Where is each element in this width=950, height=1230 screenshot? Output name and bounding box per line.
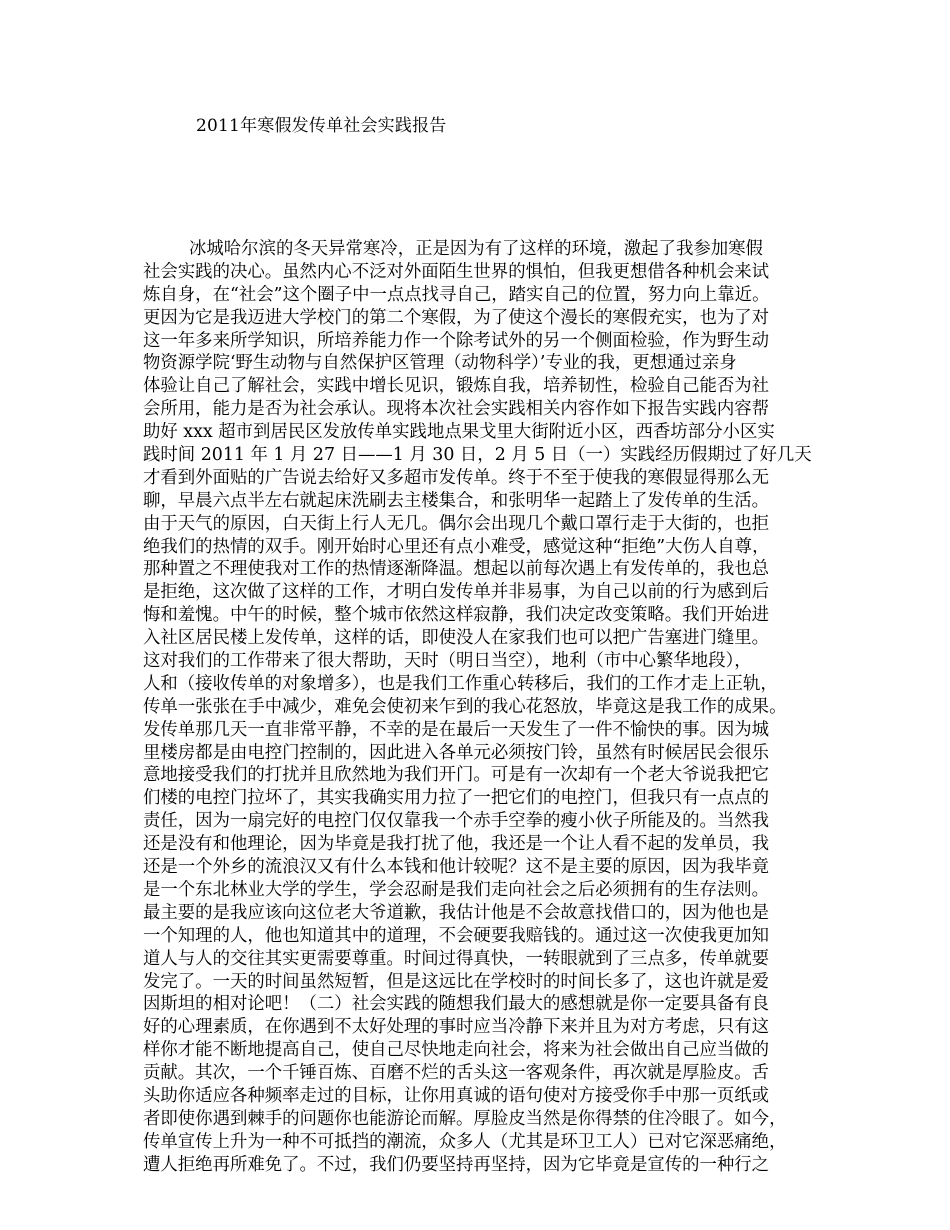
body-line: 还是一个外乡的流浪汉又有什么本钱和他计较呢？这不是主要的原因，因为我毕竟 — [143, 857, 770, 878]
body-line: 传单宣传上升为一种不可抵挡的潮流，众多人（尤其是环卫工人）已对它深恶痛绝， — [143, 1131, 787, 1152]
body-line: 社会实践的决心。虽然内心不泛对外面陌生世界的惧怕，但我更想借各种机会来试 — [143, 261, 770, 282]
body-line: 责任，因为一扇完好的电控门仅仅靠我一个赤手空拳的瘦小伙子所能及的。当然我 — [143, 811, 770, 832]
body-line: 头助你适应各种频率走过的目标，让你用真诚的语句使对方接受你手中那一页纸或 — [143, 1085, 770, 1106]
body-line: 道人与人的交往其实更需要尊重。时间过得真快，一转眼就到了三点多，传单就要 — [143, 948, 770, 969]
body-line: 好的心理素质，在你遇到不太好处理的事时应当冷静下来并且为对方考虑，只有这 — [143, 1017, 770, 1038]
body-line: 冰城哈尔滨的冬天异常寒冷，正是因为有了这样的环境，激起了我参加寒假 — [189, 239, 763, 259]
body-line: 者即使你遇到棘手的问题你也能游论而解。厚脸皮当然是你得禁的住冷眼了。如今， — [143, 1108, 787, 1129]
body-line: 践时间 2011 年 1 月 27 日——1 月 30 日，2 月 5 日（一）实践经历假期过了好几天 — [143, 445, 812, 466]
body-line: 那种置之不理使我对工作的热情逐渐降温。想起以前每次遇上有发传单的，我也总 — [143, 559, 770, 580]
document-title: 2011年寒假发传单社会实践报告 — [196, 116, 447, 136]
body-line: 炼自身，在“社会”这个圈子中一点点找寻自己，踏实自己的位置，努力向上靠近。 — [143, 284, 770, 305]
body-line: 传单一张张在手中减少，难免会使初来乍到的我心花怒放，毕竟这是我工作的成果。 — [143, 696, 787, 717]
document-body — [143, 238, 823, 1177]
body-line: 样你才能不断地提高自己，使自己尽快地走向社会，将来为社会做出自己应当做的 — [143, 1040, 770, 1061]
body-line: 还是没有和他理论，因为毕竟是我打扰了他，我还是一个让人看不起的发单员，我 — [143, 834, 770, 855]
body-line: 们楼的电控门拉坏了，其实我确实用力拉了一把它们的电控门，但我只有一点点的 — [143, 788, 770, 809]
body-line: 发完了。一天的时间虽然短暂，但是这远比在学校时的时间长多了，这也许就是爱 — [143, 971, 770, 992]
body-line: 聊，早晨六点半左右就起床洗刷去主楼集合，和张明华一起踏上了发传单的生活。 — [143, 490, 770, 511]
body-line: 最主要的是我应该向这位老大爷道歉，我估计他是不会故意找借口的，因为他也是 — [143, 902, 770, 923]
body-line: 入社区居民楼上发传单，这样的话，即使没人在家我们也可以把广告塞进门缝里。 — [143, 628, 770, 649]
body-line: 是一个东北林业大学的学生，学会忍耐是我们走向社会之后必须拥有的生存法则。 — [143, 879, 770, 900]
body-line: 绝我们的热情的双手。刚开始时心里还有点小难受，感觉这种“拒绝”大伤人自尊， — [143, 536, 770, 557]
body-line: 更因为它是我迈进大学校门的第二个寒假，为了使这个漫长的寒假充实，也为了对 — [143, 307, 770, 328]
body-line: 一个知理的人，他也知道其中的道理，不会硬要我赔钱的。通过这一次使我更加知 — [143, 925, 770, 946]
body-line: 体验让自己了解社会，实践中增长见识，锻炼自我，培养韧性，检验自己能否为社 — [143, 376, 770, 397]
body-line: 这对我们的工作带来了很大帮助，天时（明日当空），地利（市中心繁华地段）， — [143, 651, 752, 672]
body-line: 助好 xxx 超市到居民区发放传单实践地点果戈里大街附近小区，西香坊部分小区实 — [143, 422, 775, 443]
body-line: 贡献。其次，一个千锤百炼、百磨不烂的舌头这一客观条件，再次就是厚脸皮。舌 — [143, 1063, 770, 1084]
body-line: 物资源学院‘野生动物与自然保护区管理（动物科学）’专业的我，更想通过亲身 — [143, 353, 737, 374]
body-line: 悔和羞愧。中午的时候，整个城市依然这样寂静，我们决定改变策略。我们开始进 — [143, 605, 770, 626]
body-line: 发传单那几天一直非常平静，不幸的是在最后一天发生了一件不愉快的事。因为城 — [143, 719, 770, 740]
body-line: 意地接受我们的打扰并且欣然地为我们开门。可是有一次却有一个老大爷说我把它 — [143, 765, 770, 786]
body-line: 才看到外面贴的广告说去给好又多超市发传单。终于不至于使我的寒假显得那么无 — [143, 467, 770, 488]
body-line: 人和（接收传单的对象增多），也是我们工作重心转移后，我们的工作才走上正轨， — [143, 673, 778, 694]
body-line: 里楼房都是由电控门控制的，因此进入各单元必须按门铃，虽然有时候居民会很乐 — [143, 742, 770, 763]
body-line: 由于天气的原因，白天街上行人无几。偶尔会出现几个戴口罩行走于大街的，也拒 — [143, 513, 770, 534]
body-line: 因斯坦的相对论吧！（二）社会实践的随想我们最大的感想就是你一定要具备有良 — [143, 994, 770, 1015]
body-line: 遭人拒绝再所难免了。不过，我们仍要坚持再坚持，因为它毕竟是宣传的一种行之 — [143, 1154, 770, 1175]
body-line: 这一年多来所学知识，所培养能力作一个除考试外的另一个侧面检验，作为野生动 — [143, 330, 770, 351]
body-line: 是拒绝，这次做了这样的工作，才明白发传单并非易事，为自己以前的行为感到后 — [143, 582, 770, 603]
body-line: 会所用，能力是否为社会承认。现将本次社会实践相关内容作如下报告实践内容帮 — [143, 399, 770, 420]
